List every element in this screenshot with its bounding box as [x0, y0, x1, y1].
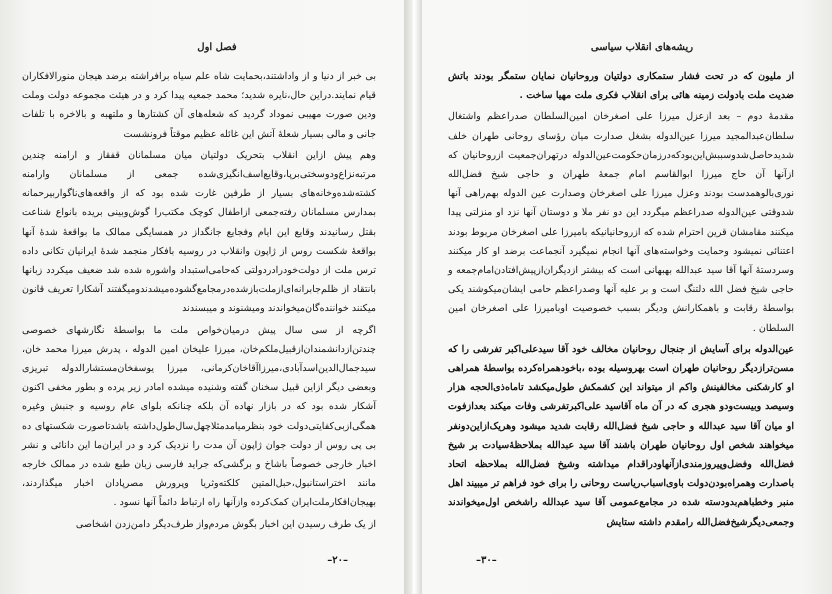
- book-gutter: [404, 0, 422, 594]
- right-page-header: ریشه‌های انقلاب سیاسی: [590, 42, 694, 53]
- right-page-body: [448, 67, 794, 532]
- paragraph: بی خبر از دنیا و از واداشتند،بحمایت شاه علم سیاه برافراشته برضد هیجان منورالافکاران قیام نمایند.دراین حال،نایره شدید؛ محمد جمعیه پیدا کرد و در هیئت مجموعه دولت وملت ودین صورت مهیبی نموداد گردید که شعله‌های آن کشتار‌ها و ملتهبه و بالاخره با تلفات جانی و مالی بسیار شعلهٔ آتش این غائله عظیم موقتاً فرونشست: [22, 71, 376, 140]
- left-page-body: [22, 67, 376, 534]
- page-number-value: ۲۰: [332, 555, 343, 566]
- paragraph: از ملیون که در تحت فشار ستمکاری دولتیان وروحانیان نمایان ستمگر بودند باتش ضدیت ملت بادولت زمینه هائی برای انقلاب فکری ملت مهیا ساخت .: [448, 71, 794, 102]
- right-page-number: –۳۰–: [476, 555, 497, 566]
- paragraph: وهم پیش ازاین انقلاب بتحریک دولتیان میان مسلمانان قفقاز و ارامنه چندین مرتبه‌نزاع‌ودوسختی‌برپا،وقایع‌اسف‌انگیزی‌شده جمعی از مسلمانان وارامنه کشته‌شده‌وخانه‌های بسیار از طرفین غارت شده بود که از واقعه‌های‌ناگوار‌بیرحمانه بمدارس مسلمانان رفته‌جمعی ازاطفال کوچک مکتب‌را گوش‌وبینی بریده بانواع شناعت بقتل رسانیدند وقایع این ایام وفجایع جانگداز در همسایگی ممالک ما بواقعهٔ شدهٔ آنها بواقعهٔ شکست روس از ژاپون وانقلاب در روسیه بافکار منجمد شدهٔ ایرانیان تکانی داده ترس ملت از دولت‌خودرا‌دردولتی‌ که‌حامی‌استبداد واشوره شده شد ضعیف میکردد زبانها بانتقاد از ظلم‌جابرانه‌ای‌ازملت‌باز‌شده‌درمجامع‌گشوده‌میشدند‌ومیگفتند آشکارا تعریف قانون میکنند خواننده‌گان‌میخواندند ومیشنوند و میبسندند: [22, 149, 376, 315]
- paragraph: از یک طرف رسیدن این اخبار بگوش مردم‌واز طرف‌دیگر دامن‌زدن اشخاصی: [75, 518, 376, 530]
- paragraph: عین‌الدوله برای آسایش از جنجال روحانیان مخالف خود آقا سیدعلی‌اکبر تفرشی را که مسن‌ترازدیگر روحانیان طهران است بهروسیله بوده ،باخودهمراه‌کرده بواسطهٔ همراهی او کارشکنی مخالفینش واکم از میتواند این کشمکش طول‌میکشد تاماه‌ذی‌الحجه هزار وسیصد وبیست‌ودو هجری که در آن ماه آقاسید علی‌اکبرتفرشی وفات میکند بعدازفوت او میان آقا سید عبدالله و حاجی شیخ فضل‌الله رقابت شدید میشود وهریک‌ازاین‌دونفر میخواهند شخص اول روحانیان طهران باشند آقا سید عبدالله بملاحظهٔ‌سیادت بر شیخ فضل‌الله وفضل‌وپیروزمندی‌از‌آنهاودراقدام میداشته وشیخ فضل‌الله بملاحظه اتحاد باصدارت وهمراه‌بودن‌دولت باوی‌اسباب‌ریاست روحانی را برای خود فراهم تر میبیند اهل منبر وخطباهم‌بدودسته‌ شده در مجامع‌عمومی آقا سید عبدالله راشخص اول‌میخواندند وجمعی‌دیگر‌شیخ‌فضل‌الله را‌مقدم داشته ستایش: [448, 343, 794, 528]
- left-page: [0, 0, 404, 594]
- paragraph: مقدمهٔ دوم – بعد ازعزل میرزا علی اصغرخان امین‌السلطان صدراعظم واشتغال سلطان‌عبدالمجید میرزا عین‌الدوله بشغل صدارت میان رؤسای روحانی طهران خلف شدید‌حاصل‌شدو‌سببش‌این‌بود‌که‌در‌زمان‌حکومت‌عین‌الدوله در‌تهران‌جمعیت از‌روحانیان که از‌آنها آن حاج میرزا ابوالقاسم امام جمعهٔ طهران و حاجی شیخ فضل‌الله نوری‌بالوهمدست بودند وعزل میرزا علی اصغرخان وصدارت عین الدوله بهم‌راهی آنها شدوقتی عین‌الدوله صدراعظم میگردد این دو نفر ملا و دوستان آنها نزد او منزلتی پیدا میکنند مقامشان قرین احترام شده که ازروحانیانیکه بامیرزا علی اصغرخان مربوط بودند اعتنائی نمیشود وحمایت وخواسته‌های آنها انجام نمیگیرد آنجماعت برضد او کار میکنند وسردستهٔ آنها آقا سید عبدالله بهبهانی است که بیشتر ازدیگران‌ازپیش‌افتادن‌امام‌جمعه و حاجی شیخ فضل الله دلتنگ است و بر علیه آنها وصدراعظم حامی ایشان‌میکوشند یکی بواسطهٔ رقابت و باهمکارانش ودیگر بسبب خصوصیت اوبامیرزا علی اصغرخان امین السلطان .: [448, 111, 794, 334]
- left-page-number: –۲۰–: [327, 555, 348, 566]
- right-page: [422, 0, 832, 594]
- left-page-header: فصل اول: [197, 42, 237, 53]
- paragraph: اگرچه از سی سال پیش درمیان‌خواص ملت ما بواسطهٔ نگارشهای خصوصی چندتن‌ازدانشمندان‌ازقبیل‌ملکم‌خان، میرزا علیخان امین الدوله ، پدرش میرزا محمد خان، سید‌جمال‌الدین‌اسدآبادی‌،میرزا‌آقاخان‌کرمانی، میرزا یوسفخان‌مستشار‌الدوله تبریزی وبعضی دیگر ازاین قبیل سخنان گفته وشنیده میشده امادر زیر پرده و بطور مخفی اکنون آشکار شده بود که در بازار نهاده آن بلکه چنانکه بلوای عام روسیه و جنبش وغیره همگی‌ازبی‌کفایتی‌دولت خود بنظرمیامدمثلاچهل‌سال‌طول‌داشته باشدتاصورت شکستهای ده بی پی روس از دولت جوان ژاپون آن مدت را نزدیک کرد و در ایران‌ما این دانائی و نشر اخبار خارجی خصوصاً باشاخ و برگشی‌که جراید فارسی زبان طبع شده در ممالک خارجه مانند اختر‌استانبول،حبل‌المتین کلکته‌وثریا وپرورش مصرپادان اخبار میگذاردند، بهیجان‌افکارملت‌ایران کمک‌کرده وازآنها راه ارتباط دائماً آنها نسود .: [22, 324, 376, 509]
- page-number-value: ۳۰: [481, 555, 492, 566]
